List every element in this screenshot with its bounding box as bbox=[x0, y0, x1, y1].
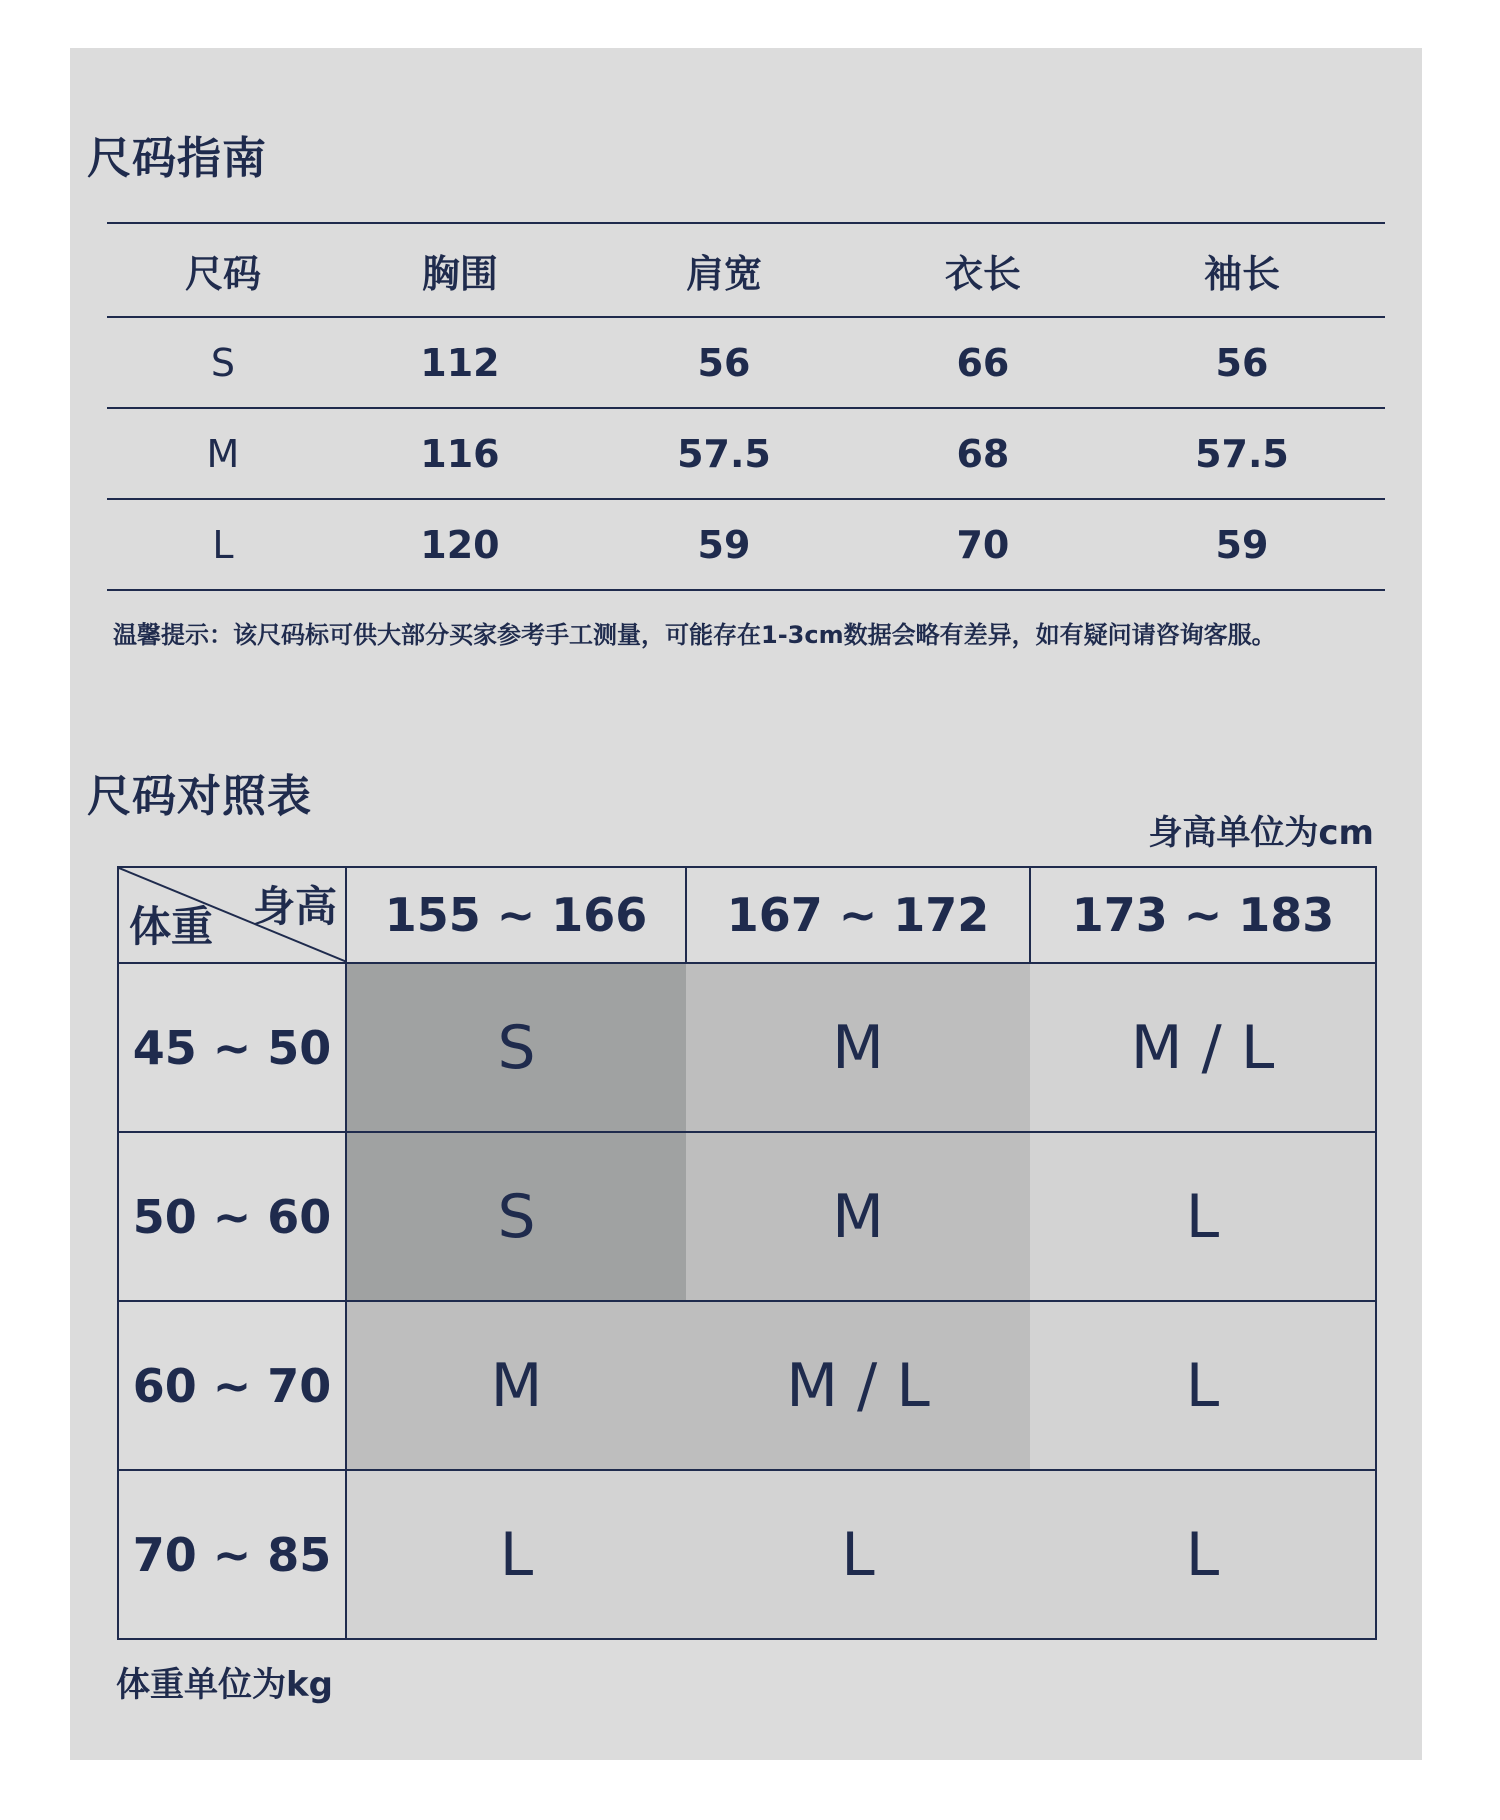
size-result-cell: L bbox=[1030, 1301, 1376, 1470]
table-row bbox=[107, 408, 1385, 499]
table-row bbox=[118, 963, 1376, 1132]
size-comparison-table bbox=[117, 866, 1377, 1640]
header-chest: 胸围 bbox=[339, 223, 581, 317]
comparison-header-row bbox=[118, 867, 1376, 963]
comparison-title: 尺码对照表 bbox=[87, 771, 312, 822]
height-range-header: 167 ~ 172 bbox=[686, 867, 1030, 963]
size-guide-table bbox=[107, 222, 1385, 591]
size-result-cell: M bbox=[346, 1301, 686, 1470]
sleeve-cell: 57.5 bbox=[1099, 408, 1385, 499]
size-guide-header-row bbox=[107, 223, 1385, 317]
size-result-cell: L bbox=[686, 1470, 1030, 1639]
table-row bbox=[107, 317, 1385, 408]
size-guide-title: 尺码指南 bbox=[87, 133, 267, 184]
length-cell: 70 bbox=[867, 499, 1099, 590]
size-result-cell: M bbox=[686, 1132, 1030, 1301]
shoulder-cell: 59 bbox=[581, 499, 867, 590]
header-size: 尺码 bbox=[107, 223, 339, 317]
height-unit-label: 身高单位为cm bbox=[1148, 813, 1374, 853]
size-cell: M bbox=[107, 408, 339, 499]
corner-weight-label: 体重 bbox=[129, 902, 214, 951]
height-range-header: 173 ~ 183 bbox=[1030, 867, 1376, 963]
size-result-cell: S bbox=[346, 1132, 686, 1301]
size-result-cell: M bbox=[686, 963, 1030, 1132]
shoulder-cell: 57.5 bbox=[581, 408, 867, 499]
header-shoulder: 肩宽 bbox=[581, 223, 867, 317]
corner-height-label: 身高 bbox=[252, 882, 337, 931]
table-row bbox=[118, 1132, 1376, 1301]
weight-range-cell: 70 ~ 85 bbox=[118, 1470, 346, 1639]
weight-range-cell: 60 ~ 70 bbox=[118, 1301, 346, 1470]
sleeve-cell: 56 bbox=[1099, 317, 1385, 408]
chest-cell: 120 bbox=[339, 499, 581, 590]
corner-cell bbox=[118, 867, 346, 963]
size-result-cell: L bbox=[346, 1470, 686, 1639]
size-result-cell: S bbox=[346, 963, 686, 1132]
length-cell: 68 bbox=[867, 408, 1099, 499]
chest-cell: 116 bbox=[339, 408, 581, 499]
header-length: 衣长 bbox=[867, 223, 1099, 317]
table-row bbox=[118, 1301, 1376, 1470]
sleeve-cell: 59 bbox=[1099, 499, 1385, 590]
size-cell: S bbox=[107, 317, 339, 408]
size-result-cell: M / L bbox=[1030, 963, 1376, 1132]
weight-unit-label: 体重单位为kg bbox=[116, 1665, 333, 1705]
header-sleeve: 袖长 bbox=[1099, 223, 1385, 317]
shoulder-cell: 56 bbox=[581, 317, 867, 408]
height-range-header: 155 ~ 166 bbox=[346, 867, 686, 963]
size-result-cell: L bbox=[1030, 1470, 1376, 1639]
weight-range-cell: 50 ~ 60 bbox=[118, 1132, 346, 1301]
size-cell: L bbox=[107, 499, 339, 590]
measurement-note: 温馨提示：该尺码标可供大部分买家参考手工测量，可能存在1-3cm数据会略有差异，如有疑问请咨询客服。 bbox=[113, 621, 1276, 649]
weight-range-cell: 45 ~ 50 bbox=[118, 963, 346, 1132]
size-result-cell: L bbox=[1030, 1132, 1376, 1301]
table-row bbox=[118, 1470, 1376, 1639]
table-row bbox=[107, 499, 1385, 590]
length-cell: 66 bbox=[867, 317, 1099, 408]
size-result-cell: M / L bbox=[686, 1301, 1030, 1470]
chest-cell: 112 bbox=[339, 317, 581, 408]
